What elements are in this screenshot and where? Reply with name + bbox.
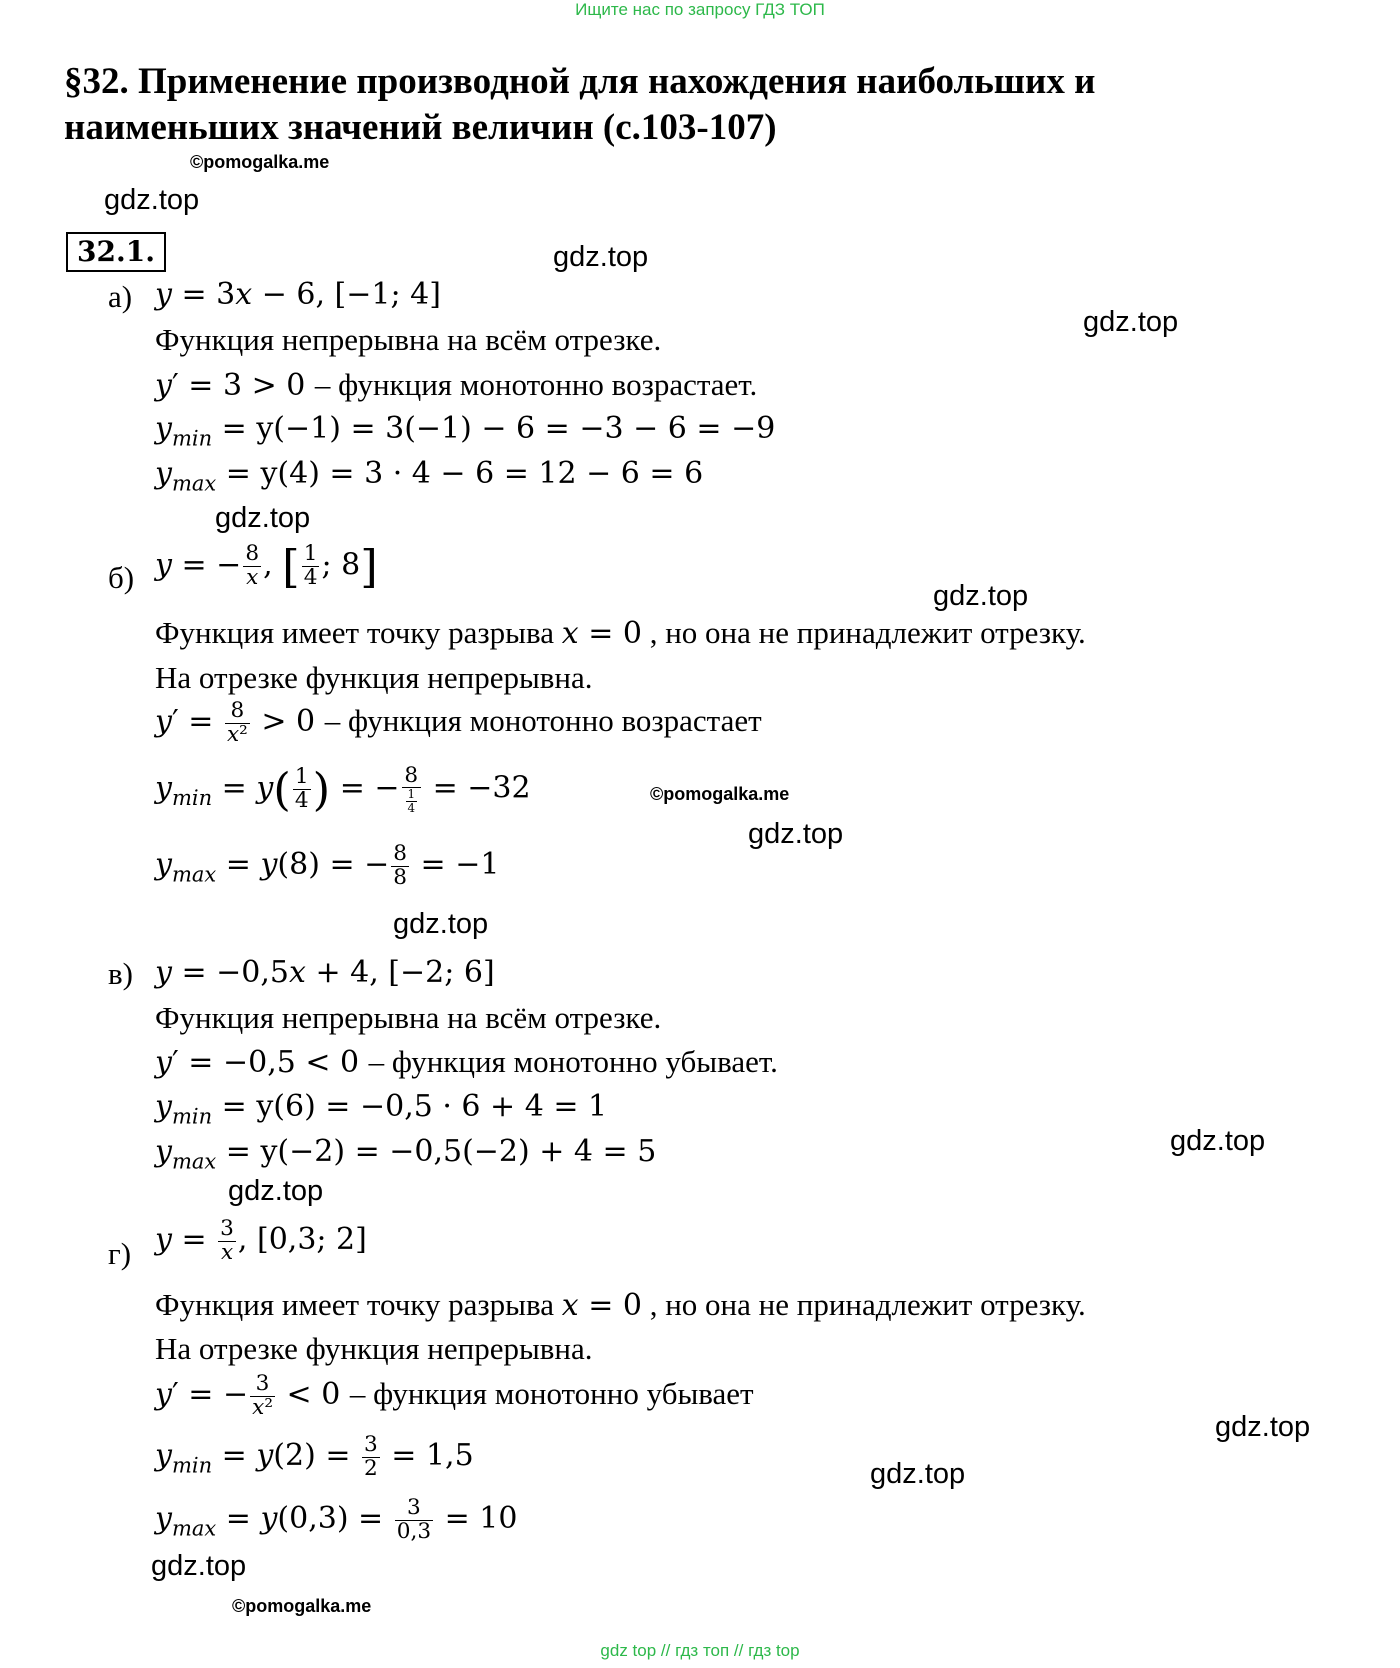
part-g-continuity: На отрезке функция непрерывна. (155, 1331, 593, 1366)
part-a-label: а) (108, 279, 133, 314)
part-g-ymin: $y_{min} = y(2)$ = $\frac{3}{2}$ = 1,5 (155, 1432, 474, 1481)
part-b-discontinuity: Функция имеет точку разрыва x = 0 , но она не принадлежит отрезку. (155, 615, 1086, 651)
part-a-ymax: $y_{max} = y(4) = 3 \cdot 4 - 6 = 12 - 6 = 6$ (155, 456, 704, 496)
part-v-derivative: y′ = −0,5 < 0 – функция монотонно убывает. (155, 1044, 778, 1080)
part-a-ymin: $y_{min} = y(-1) = 3(-1) - 6 = -3 - 6 = -9$ (155, 411, 776, 451)
watermark: gdz.top (933, 580, 1029, 612)
part-v-continuity: Функция непрерывна на всём отрезке. (155, 1000, 662, 1035)
part-g-formula: y = $\frac{3}{x}$ , [0,3; 2] (155, 1216, 367, 1265)
page-title-line-2: наименьших значений величин (с.103-107) (64, 107, 777, 148)
part-g-discontinuity: Функция имеет точку разрыва x = 0 , но она не принадлежит отрезку. (155, 1287, 1086, 1323)
watermark: gdz.top (553, 241, 649, 273)
watermark: gdz.top (151, 1550, 247, 1582)
watermark: gdz.top (393, 908, 489, 940)
copyright-watermark: ©pomogalka.me (650, 784, 790, 804)
watermark: gdz.top (1170, 1125, 1266, 1157)
watermark: gdz.top (104, 184, 200, 216)
copyright-watermark: ©pomogalka.me (190, 152, 330, 172)
watermark: gdz.top (748, 818, 844, 850)
part-a-formula: y = 3x − 6, [−1; 4] (155, 277, 441, 312)
top-banner: Ищите нас по запросу ГДЗ ТОП (575, 0, 825, 19)
copyright-watermark: ©pomogalka.me (232, 1596, 372, 1616)
part-a-continuity: Функция непрерывна на всём отрезке. (155, 322, 662, 357)
part-b-ymin: $y_{min} = y$( $\frac{1}{4}$ ) = − $\frac{8}{\frac{1}{4}}$ = −32 (155, 762, 531, 816)
part-b-continuity: На отрезке функция непрерывна. (155, 660, 593, 695)
part-g-ymax: $y_{max} = y(0,3)$ = $\frac{3}{0,3}$ = 10 (155, 1495, 518, 1544)
part-v-ymax: $y_{max} = y(-2) = -0,5(-2) + 4 = 5$ (155, 1134, 657, 1174)
bottom-banner: gdz top // гдз топ // гдз top (600, 1641, 800, 1660)
part-g-derivative: y′ = − $\frac{3}{\text{x²}}$ < 0 – функция монотонно убывает (155, 1371, 754, 1420)
part-b-ymax: $y_{max} = y(8)$ = − $\frac{8}{8}$ = −1 (155, 841, 500, 890)
part-b-formula: y = − $\frac{8}{x}$ , [ $\frac{1}{4}$ ; 8] (155, 540, 378, 593)
part-b-label: б) (108, 560, 135, 595)
part-v-formula: y = −0,5x + 4, [−2; 6] (155, 955, 495, 990)
part-b-derivative: y′ = $\frac{8}{\text{x²}}$ > 0 – функция монотонно возрастает (155, 698, 762, 747)
part-g-label: г) (108, 1236, 132, 1271)
part-a-derivative: y′ = 3 > 0 – функция монотонно возрастает. (155, 367, 758, 403)
watermark: gdz.top (1083, 306, 1179, 338)
watermark: gdz.top (215, 502, 311, 534)
watermark: gdz.top (228, 1175, 324, 1207)
page-title-line-1: §32. Применение производной для нахождения наибольших и (64, 61, 1096, 102)
watermark: gdz.top (870, 1458, 966, 1490)
part-v-ymin: $y_{min} = y(6) = -0,5 \cdot 6 + 4 = 1$ (155, 1089, 608, 1129)
part-v-label: в) (108, 956, 133, 991)
problem-number: 32.1. (66, 232, 166, 272)
watermark: gdz.top (1215, 1411, 1311, 1443)
